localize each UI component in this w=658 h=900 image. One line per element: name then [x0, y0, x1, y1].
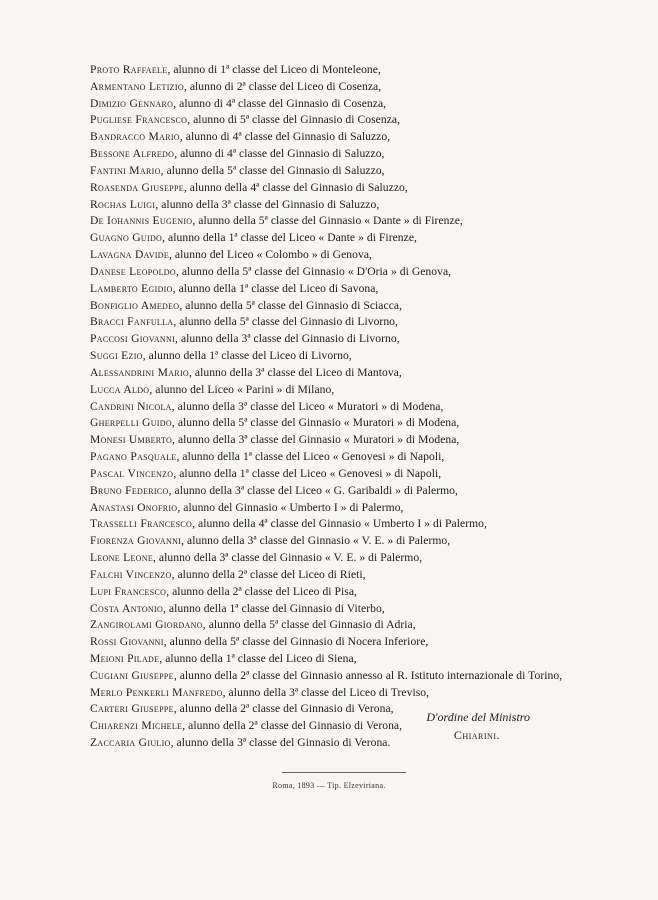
list-item: [90, 550, 630, 567]
student-detail: , alunno del Liceo « Parini » di Milano,: [149, 382, 335, 396]
student-detail: , alunno della 1ª classe del Liceo « Genovesi » di Napoli,: [173, 466, 442, 480]
student-detail: , alunno della 1ª classe del Liceo di Livorno,: [142, 349, 352, 363]
list-item: [90, 129, 630, 146]
student-detail: , alunno di 4ª classe del Ginnasio di Saluzzo,: [179, 130, 391, 144]
student-name: Pascal Vincenzo: [90, 466, 174, 480]
student-detail: , alunno della 3ª classe del Ginnasio di Verona.: [170, 736, 391, 750]
list-item: [90, 79, 630, 96]
student-detail: , alunno della 5ª classe del Ginnasio « D'Oria » di Genova,: [175, 264, 452, 278]
list-item: [90, 718, 630, 735]
student-name: Guagno Guido: [90, 231, 163, 245]
student-detail: , alunno della 2ª classe del Liceo di Rieti,: [171, 567, 366, 581]
student-name: Lupi Francesco: [90, 584, 167, 598]
student-name: Rossi Giovanni: [90, 635, 164, 649]
signature-name: Chiarini.: [453, 728, 500, 742]
student-detail: , alunno di 2ª classe del Liceo di Cosenza,: [183, 79, 382, 93]
list-item: [90, 213, 630, 230]
list-item: [90, 617, 630, 634]
list-item: [90, 197, 630, 214]
student-detail: , alunno della 5ª classe del Ginnasio di Sciacca,: [179, 298, 403, 312]
student-name: Lamberto Egidio: [90, 281, 173, 295]
list-item: [90, 533, 630, 550]
student-detail: , alunno della 2ª classe del Liceo di Pisa,: [166, 584, 358, 598]
printer-imprint: Roma, 1893 — Tip. Elzeviriana.: [272, 781, 386, 790]
student-name: Fiorenza Giovanni: [90, 534, 182, 548]
signature-role: D'ordine del Ministro: [426, 710, 530, 724]
list-item: [90, 314, 630, 331]
student-detail: , alunno della 2ª classe del Ginnasio di Verona,: [182, 719, 403, 733]
student-list: [90, 62, 630, 752]
student-name: Carteri Giuseppe: [90, 702, 174, 716]
student-detail: , alunno della 1ª classe del Liceo « Dante » di Firenze,: [162, 231, 417, 245]
student-name: Rochas Luigi: [90, 197, 156, 211]
student-name: Zangirolami Giordano: [90, 618, 203, 632]
student-detail: , alunno di 1ª classe del Liceo di Monteleone,: [167, 63, 381, 76]
list-item: [90, 399, 630, 416]
list-item: [90, 634, 630, 651]
list-item: [90, 567, 630, 584]
student-detail: , alunno della 4ª classe del Ginnasio « Umberto I » di Palermo,: [192, 517, 487, 531]
student-detail: , alunno di 4ª classe del Ginnasio di Cosenza,: [173, 96, 387, 110]
student-name: Candrini Nicola: [90, 399, 172, 413]
list-item: [90, 584, 630, 601]
student-detail: , alunno della 5ª classe del Ginnasio « Dante » di Firenze,: [192, 214, 463, 228]
signature-block: [426, 708, 530, 744]
student-detail: , alunno della 5ª classe del Ginnasio di Saluzzo,: [160, 163, 385, 177]
list-item: [90, 96, 630, 113]
student-name: Proto Raffaele: [90, 63, 168, 76]
student-detail: , alunno della 3ª classe del Liceo di Mantova,: [188, 365, 402, 379]
student-detail: , alunno della 3ª classe del Ginnasio « V. E. » di Palermo,: [153, 551, 423, 565]
student-detail: , alunno della 3ª classe del Ginnasio « Muratori » di Modena,: [172, 433, 460, 447]
student-detail: , alunno della 1ª classe del Liceo di Savona,: [172, 281, 379, 295]
list-item: [90, 180, 630, 197]
footer-divider: [282, 772, 406, 773]
list-item: [90, 112, 630, 129]
student-name: Fantini Mario: [90, 163, 161, 177]
student-detail: , alunno della 2ª classe del Ginnasio annesso al R. Istituto internazionale di Torino,: [173, 668, 563, 682]
list-item: [90, 668, 630, 685]
list-item: [90, 382, 630, 399]
student-detail: , alunno della 5ª classe del Ginnasio di Livorno,: [173, 315, 398, 329]
student-detail: , alunno della 1ª classe del Liceo « Genovesi » di Napoli,: [176, 450, 445, 464]
list-item: [90, 701, 630, 718]
list-item: [90, 247, 630, 264]
student-name: Chiarenzi Michele: [90, 719, 183, 733]
list-item: [90, 331, 630, 348]
student-name: Pagano Pasquale: [90, 450, 177, 464]
student-name: Trasselli Francesco: [90, 517, 193, 531]
list-item: [90, 735, 630, 752]
student-detail: , alunno della 5ª classe del Ginnasio « Muratori » di Modena,: [171, 416, 460, 430]
list-item: [90, 281, 630, 298]
list-item: [90, 483, 630, 500]
student-name: Suggi Ezio: [90, 349, 143, 363]
list-item: [90, 298, 630, 315]
student-name: De Iohannis Eugenio: [90, 214, 193, 228]
student-detail: , alunno della 3ª classe del Liceo « G. Garibaldi » di Palermo,: [168, 483, 458, 497]
student-name: Anastasi Onofrio: [90, 500, 178, 514]
student-name: Zaccaria Giulio: [90, 736, 171, 750]
student-name: Armentano Letizio: [90, 79, 184, 93]
list-item: [90, 449, 630, 466]
list-item: [90, 348, 630, 365]
list-item: [90, 500, 630, 517]
student-name: Danese Leopoldo: [90, 264, 176, 278]
list-item: [90, 415, 630, 432]
list-item: [90, 62, 630, 79]
student-detail: , alunno della 5ª classe del Ginnasio di Adria,: [202, 618, 416, 632]
list-item: [90, 230, 630, 247]
list-item: [90, 146, 630, 163]
student-detail: , alunno della 3ª classe del Ginnasio di Livorno,: [175, 332, 400, 346]
student-detail: , alunno della 3ª classe del Liceo « Muratori » di Modena,: [171, 399, 444, 413]
student-name: Meioni Pilade: [90, 651, 160, 665]
student-name: Roasenda Giuseppe: [90, 180, 184, 194]
student-name: Pugliese Francesco: [90, 113, 188, 127]
student-name: Bruno Federico: [90, 483, 169, 497]
list-item: [90, 365, 630, 382]
student-detail: , alunno della 5ª classe del Ginnasio di Nocera Inferiore,: [163, 635, 429, 649]
student-detail: , alunno della 3ª classe del Ginnasio di Saluzzo,: [155, 197, 380, 211]
student-name: Cugiani Giuseppe: [90, 668, 174, 682]
student-detail: , alunno della 3ª classe del Ginnasio « V. E. » di Palermo,: [181, 534, 451, 548]
list-item: [90, 516, 630, 533]
student-detail: , alunno della 1ª classe del Liceo di Siena,: [159, 651, 357, 665]
student-name: Leone Leone: [90, 551, 154, 565]
student-detail: , alunno della 2ª classe del Ginnasio di Verona,: [173, 702, 394, 716]
student-name: Bracci Fanfulla: [90, 315, 174, 329]
student-name: Lavagna Davide: [90, 248, 170, 262]
student-name: Lucca Aldo: [90, 382, 150, 396]
student-detail: , alunno di 4ª classe del Ginnasio di Saluzzo,: [174, 147, 385, 161]
student-name: Paccosi Giovanni: [90, 332, 176, 346]
student-name: Monesi Umberto: [90, 433, 173, 447]
list-item: [90, 163, 630, 180]
student-detail: , alunno della 4ª classe del Ginnasio di Saluzzo,: [183, 180, 408, 194]
student-name: Costa Antonio: [90, 601, 164, 615]
student-detail: , alunno del Ginnasio « Umberto I » di Palermo,: [177, 500, 404, 514]
list-item: [90, 685, 630, 702]
student-name: Bessone Alfredo: [90, 147, 175, 161]
student-name: Dimizio Gennaro: [90, 96, 174, 110]
student-detail: , alunno della 1ª classe del Ginnasio di Viterbo,: [163, 601, 385, 615]
student-name: Bonfiglio Amedeo: [90, 298, 180, 312]
student-detail: , alunno di 5ª classe del Ginnasio di Cosenza,: [187, 113, 401, 127]
student-name: Alessandrini Mario: [90, 365, 189, 379]
student-name: Bandracco Mario: [90, 130, 180, 144]
list-item: [90, 432, 630, 449]
student-detail: , alunno della 3ª classe del Liceo di Treviso,: [222, 685, 430, 699]
student-name: Falchi Vincenzo: [90, 567, 172, 581]
student-name: Gherpelli Guido: [90, 416, 172, 430]
student-name: Merlo Penkerli Manfredo: [90, 685, 223, 699]
student-detail: , alunno del Liceo « Colombo » di Genova,: [169, 248, 372, 262]
list-item: [90, 601, 630, 618]
list-item: [90, 466, 630, 483]
list-item: [90, 651, 630, 668]
list-item: [90, 264, 630, 281]
